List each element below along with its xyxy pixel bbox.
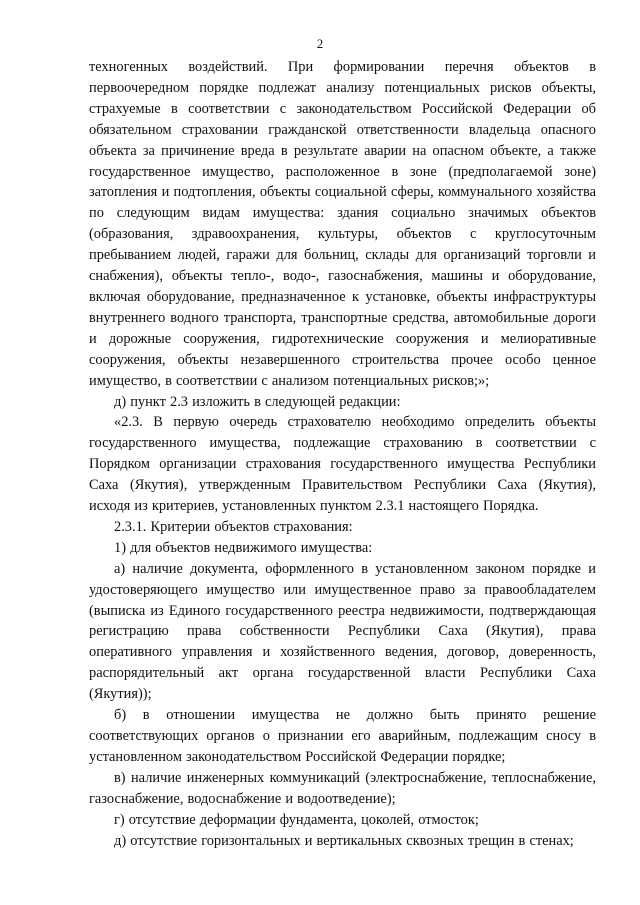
page-number: 2 <box>316 36 324 51</box>
paragraph-criteria-v: в) наличие инженерных коммуникаций (электроснабжение, теплоснабжение, газоснабжение, водоснабжение и водоотведение); <box>89 769 596 807</box>
paragraph-criteria-g: г) отсутствие деформации фундамента, цоколей, отмосток; <box>114 811 479 828</box>
paragraph-criteria-a: а) наличие документа, оформленного в установленном законом порядке и удостоверяющего имущество или имущественное право за правообладателем (выписка из Единого государственного реестра недвижимости, подтверждающая регистрацию права собственности Республики Саха (Якутия), права оперативного управления и хозяйственного ведения, договор, доверенность, распорядительный акт органа государственной власти Республики Саха (Якутия)); <box>89 560 596 703</box>
paragraph-criteria-d: д) отсутствие горизонтальных и вертикальных сквозных трещин в стенах; <box>114 832 574 849</box>
paragraph-criteria-b: б) в отношении имущества не должно быть принято решение соответствующих органов о признании его аварийным, подлежащим сносу в установленном законодательством Российской Федерации порядке; <box>89 707 596 765</box>
paragraph-criteria-1: 1) для объектов недвижимого имущества: <box>114 539 373 556</box>
paragraph-continuation: техногенных воздействий. При формировании перечня объектов в первоочередном порядке подлежат анализу потенциальных рисков объекты, страхуемые в соответствии с законодательством Российской Федерации об обязательном страховании гражданской ответственности владельца опасного объекта за причинение вреда в результате аварии на опасном объекте, а также государственное имущество, расположенное в зоне (предполагаемой зоне) затопления и подтопления, объекты социальной сферы, коммунального хозяйства по следующим видам имущества: здания социально значимых объектов (образования, здравоохранения, культуры, объектов с круглосуточным пребыванием людей, гаражи для больниц, склады для организаций торговли и снабжения), объекты тепло-, водо-, газоснабжения, машины и оборудование, включая оборудование, предназначенное к установке, объекты инфраструктуры внутреннего водного транспорта, транспортные средства, автомобильные дороги и дорожные сооружения, гидротехнические сооружения и мелиоративные сооружения, объекты незавершенного строительства прочее особо ценное имущество, в соответствии с анализом потенциальных рисков;»; <box>89 59 596 389</box>
paragraph-2-3: «2.3. В первую очередь страхователю необходимо определить объекты государственного имущества, подлежащие страхованию в соответствии с Порядком организации страхования государственного имущества Республики Саха (Якутия), утвержденным Правительством Республики Саха (Якутия), исходя из критериев, установленных пунктом 2.3.1 настоящего Порядка. <box>89 414 596 515</box>
paragraph-2-3-1: 2.3.1. Критерии объектов страхования: <box>114 518 353 535</box>
paragraph-item-d: д) пункт 2.3 изложить в следующей редакции: <box>114 393 401 410</box>
document-body <box>89 57 596 851</box>
